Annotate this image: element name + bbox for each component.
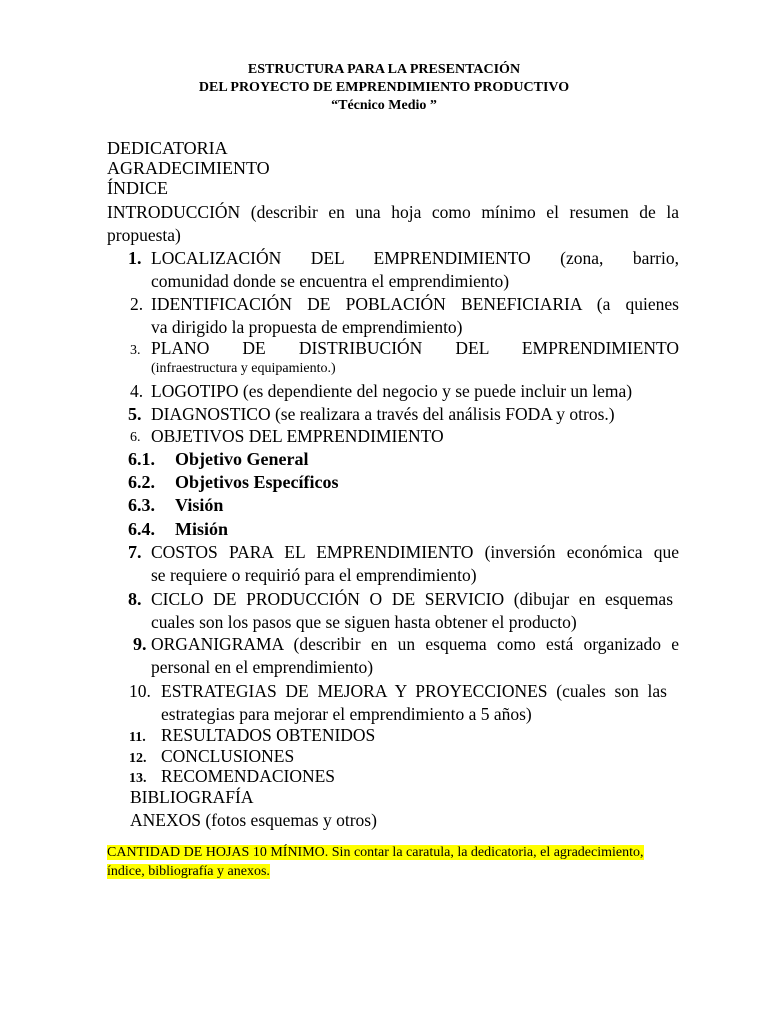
subitem-mision: Misión xyxy=(175,519,229,539)
item-title: CICLO DE PRODUCCIÓN O DE SERVICIO xyxy=(151,589,505,609)
item-desc: (zona, barrio, xyxy=(560,248,679,268)
item-desc-cont: estrategias para mejorar el emprendimiento a 5 años) xyxy=(161,704,532,724)
list-item-10 xyxy=(161,680,667,702)
item-number: 10. xyxy=(129,681,151,701)
item-number: 13. xyxy=(129,771,147,786)
item-title: PLANO DE DISTRIBUCIÓN DEL EMPRENDIMIENTO xyxy=(151,338,679,358)
subitem-number: 6.2. xyxy=(128,472,155,492)
section-dedicatoria: DEDICATORIA xyxy=(107,138,228,158)
item-title: LOCALIZACIÓN DEL EMPRENDIMIENTO xyxy=(151,248,531,268)
subitem-objetivos-especificos: Objetivos Específicos xyxy=(175,472,339,492)
note-line-1: CANTIDAD DE HOJAS 10 MÍNIMO. Sin contar la caratula, la dedicatoria, el agradecimiento, xyxy=(107,845,644,860)
subitem-number: 6.1. xyxy=(128,449,155,469)
item-title: ESTRATEGIAS DE MEJORA Y PROYECCIONES xyxy=(161,681,548,701)
item-number: 8. xyxy=(128,589,142,609)
item-desc-cont: cuales son los pasos que se siguen hasta obtener el producto) xyxy=(151,612,577,632)
introduccion-desc: (describir en una hoja como mínimo el resumen de la xyxy=(250,202,679,222)
item-desc-cont: comunidad donde se encuentra el emprendimiento) xyxy=(151,271,510,291)
list-item-11: RESULTADOS OBTENIDOS xyxy=(161,725,376,745)
item-number: 4. xyxy=(130,381,144,401)
anexos-desc: (fotos esquemas y otros) xyxy=(205,810,377,830)
item-title: IDENTIFICACIÓN DE POBLACIÓN BENEFICIARIA xyxy=(151,294,582,314)
subitem-objetivo-general: Objetivo General xyxy=(175,449,309,469)
item-title: LOGOTIPO xyxy=(151,381,239,401)
item-number: 5. xyxy=(128,404,142,424)
item-number: 9. xyxy=(133,634,147,654)
item-desc-cont: se requiere o requirió para el emprendimiento) xyxy=(151,565,477,585)
section-anexos xyxy=(130,809,377,831)
item-title: ORGANIGRAMA xyxy=(151,634,284,654)
list-item-12: CONCLUSIONES xyxy=(161,746,295,766)
item-number: 6. xyxy=(130,430,141,445)
item-desc: (cuales son las xyxy=(556,681,667,701)
item-desc: (se realizara a través del análisis FODA y otros.) xyxy=(274,404,615,424)
highlighted-note xyxy=(107,843,687,881)
item-desc: (inversión económica que xyxy=(484,542,679,562)
note-line-2: índice, bibliografía y anexos. xyxy=(107,864,270,879)
item-desc: (es dependiente del negocio y se puede incluir un lema) xyxy=(242,381,633,401)
list-item-9 xyxy=(151,633,679,655)
list-item-13: RECOMENDACIONES xyxy=(161,766,336,786)
introduccion-desc-cont: propuesta) xyxy=(107,225,181,245)
document-title-line-1: ESTRUCTURA PARA LA PRESENTACIÓN xyxy=(247,62,521,77)
item-desc: (describir en un esquema como está organizado e xyxy=(293,634,680,654)
section-indice: ÍNDICE xyxy=(107,178,168,198)
list-item-7 xyxy=(151,541,679,563)
list-item-2 xyxy=(151,293,679,315)
item-number: 7. xyxy=(128,542,142,562)
document-title-line-3: “Técnico Medio ” xyxy=(331,98,437,113)
item-desc: (a quienes xyxy=(596,294,679,314)
item-desc-cont: personal en el emprendimiento) xyxy=(151,657,374,677)
list-item-8 xyxy=(151,588,673,610)
introduccion-title: INTRODUCCIÓN xyxy=(107,202,241,222)
list-item-5 xyxy=(151,403,615,425)
item-number: 11. xyxy=(129,730,146,745)
item-number: 3. xyxy=(130,343,141,358)
list-item-6: OBJETIVOS DEL EMPRENDIMIENTO xyxy=(151,426,444,446)
subitem-number: 6.4. xyxy=(128,519,155,539)
item-number: 1. xyxy=(128,248,142,268)
item-number: 2. xyxy=(130,294,144,314)
item-desc-cont: va dirigido la propuesta de emprendimiento) xyxy=(151,317,463,337)
subitem-number: 6.3. xyxy=(128,495,155,515)
item-desc: (infraestructura y equipamiento.) xyxy=(151,361,336,376)
section-introduccion xyxy=(107,201,679,223)
section-agradecimiento: AGRADECIMIENTO xyxy=(107,158,270,178)
subitem-vision: Visión xyxy=(175,495,224,515)
anexos-title: ANEXOS xyxy=(130,810,201,830)
list-item-3 xyxy=(151,337,679,359)
document-title-line-2: DEL PROYECTO DE EMPRENDIMIENTO PRODUCTIVO xyxy=(198,80,570,95)
item-title: COSTOS PARA EL EMPRENDIMIENTO xyxy=(151,542,474,562)
item-title: DIAGNOSTICO xyxy=(151,404,271,424)
item-number: 12. xyxy=(129,751,147,766)
item-desc: (dibujar en esquemas xyxy=(513,589,674,609)
list-item-4 xyxy=(151,380,632,402)
list-item-1 xyxy=(151,247,679,269)
section-bibliografia: BIBLIOGRAFÍA xyxy=(130,787,254,807)
